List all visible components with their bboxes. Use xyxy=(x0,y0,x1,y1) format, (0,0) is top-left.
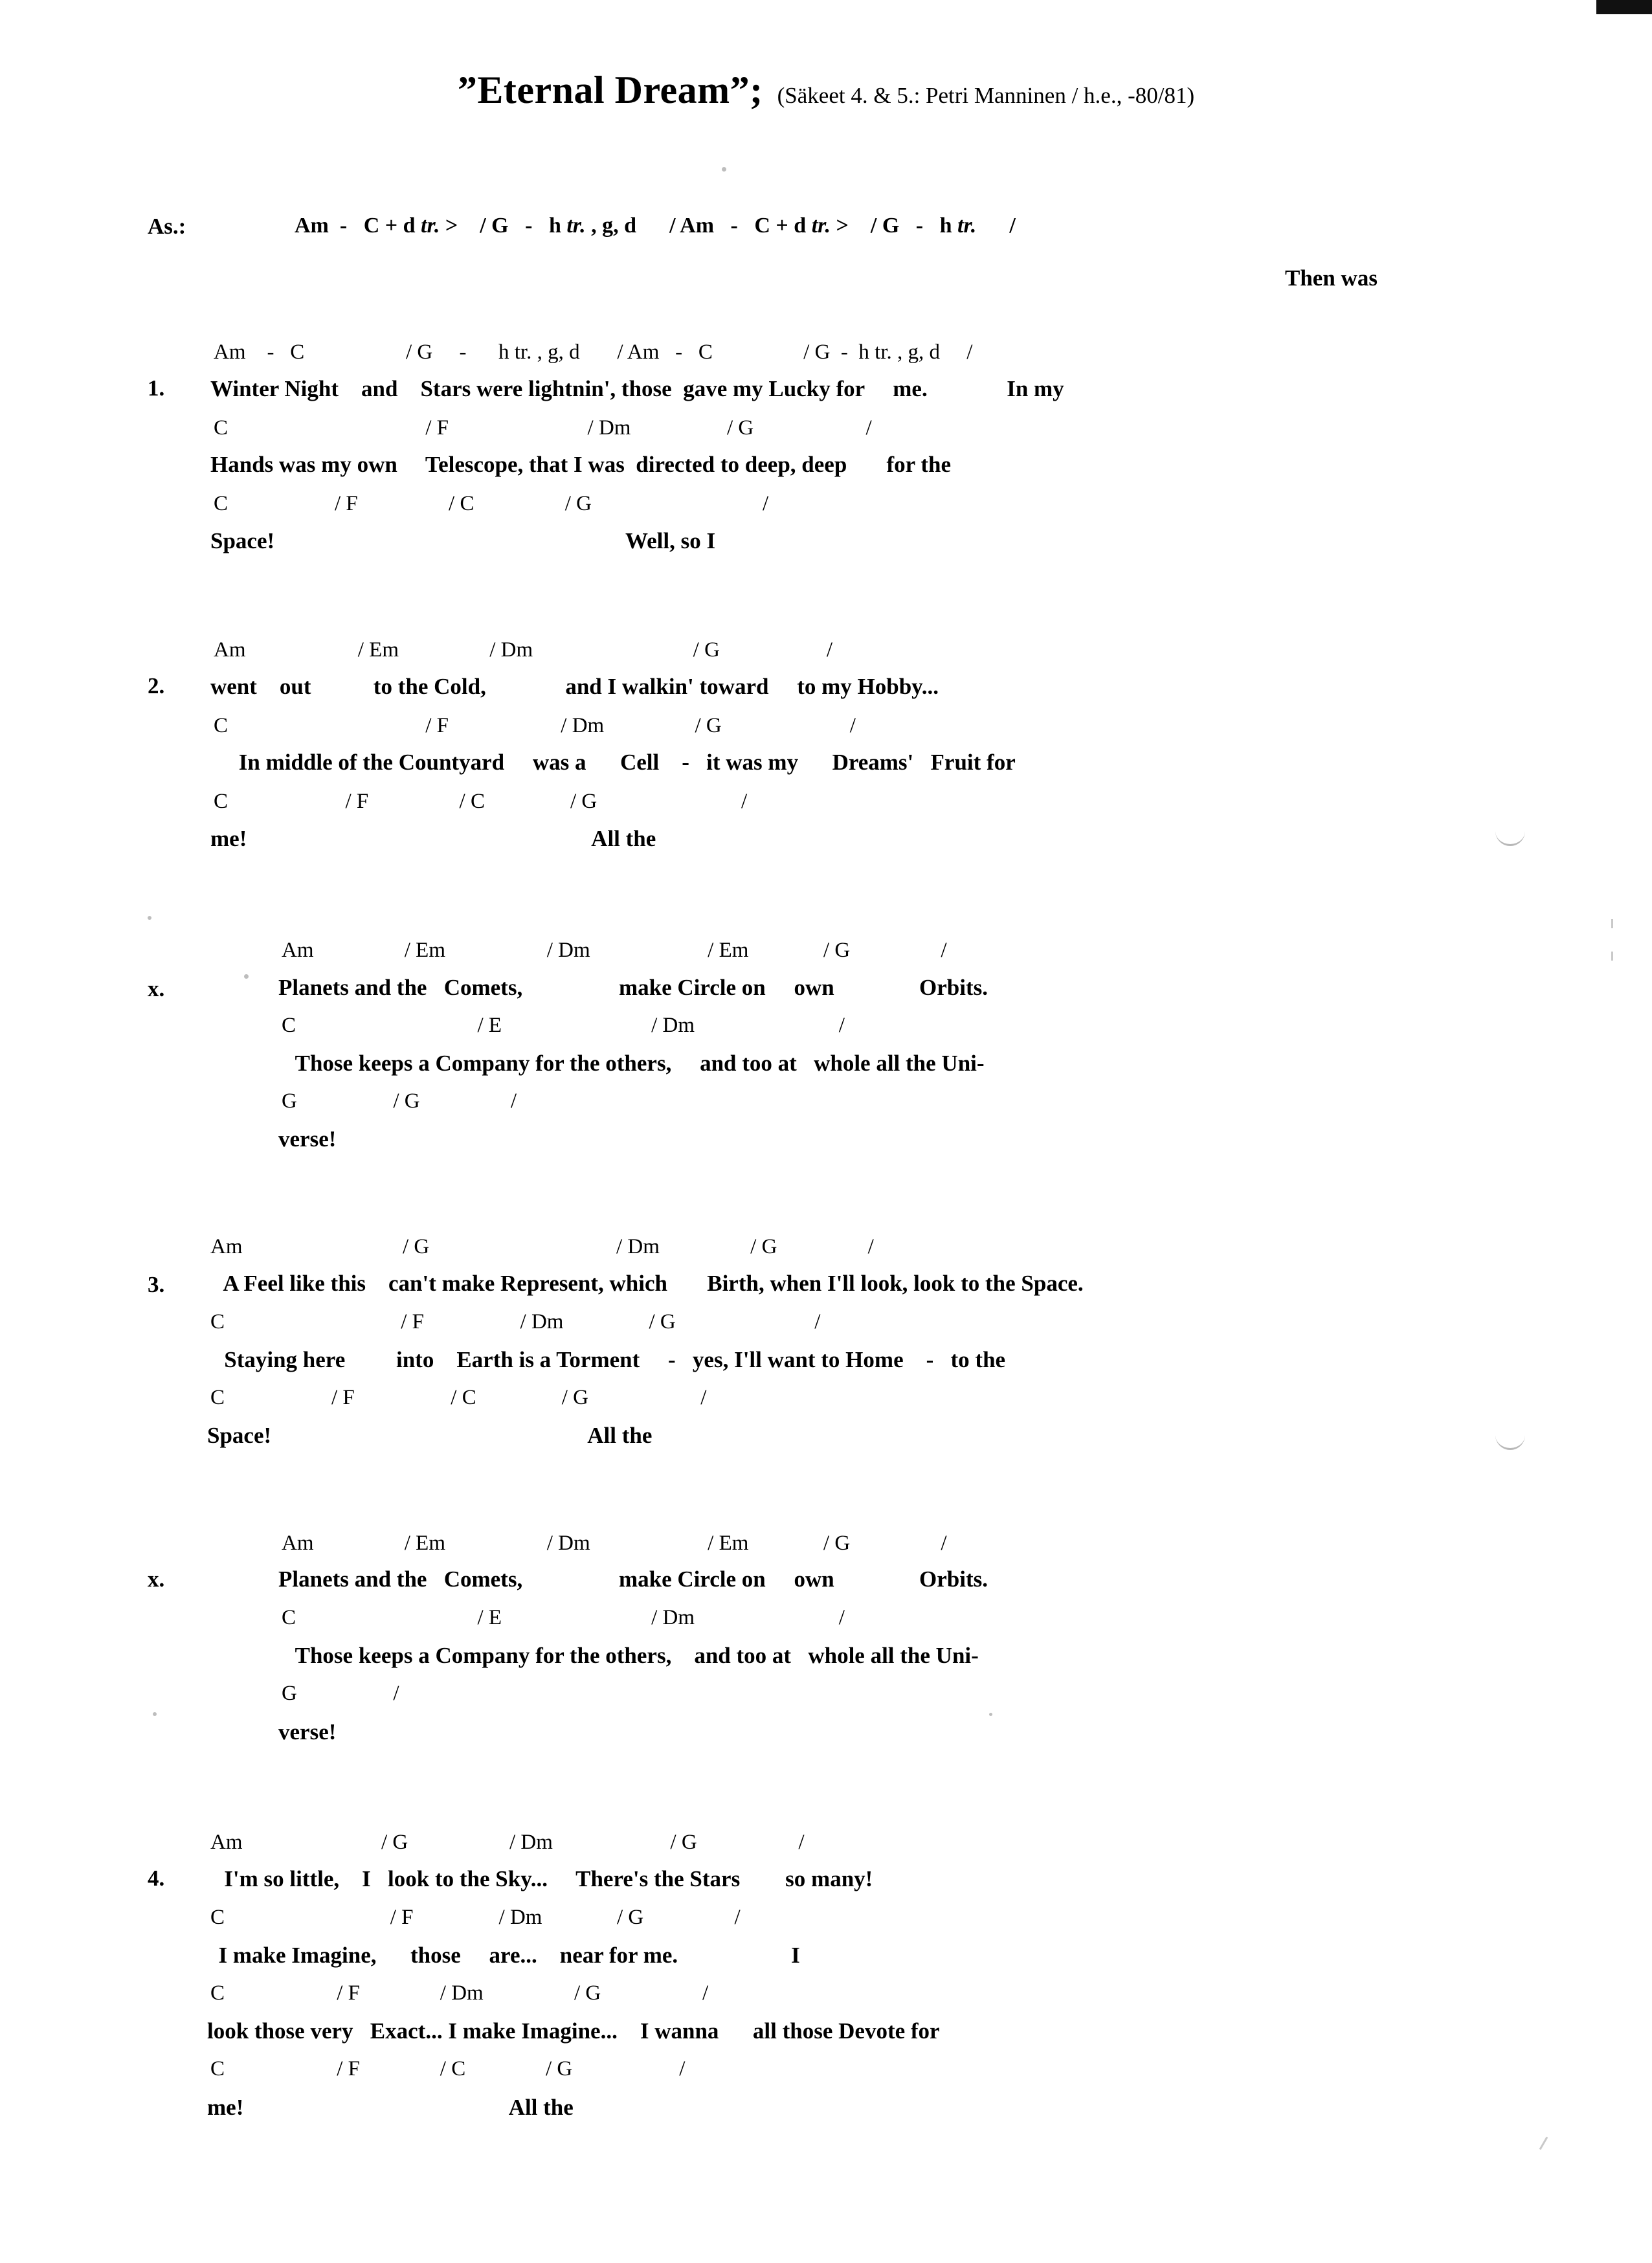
intro-chords: Am - C + d tr. > / G - h tr. , g, d / Am - C + d tr. > / G - h tr. / xyxy=(295,214,1016,238)
chord-line: Am / G / Dm / G / xyxy=(210,1235,874,1258)
lyric-line: Planets and the Comets, make Circle on own Orbits. xyxy=(278,975,988,1000)
intro-pickup: Then was xyxy=(1285,265,1378,291)
lyric-line: Hands was my own Telescope, that I was directed to deep, deep for the xyxy=(210,452,951,477)
lyric-line: Those keeps a Company for the others, and too at whole all the Uni- xyxy=(278,1643,979,1668)
lyric-line: I make Imagine, those are... near for me. I xyxy=(207,1943,800,1968)
scan-speck xyxy=(148,916,151,920)
scan-tick xyxy=(1611,919,1613,928)
scan-artifact-mark xyxy=(1596,0,1652,14)
lyric-line: In middle of the Countyard was a Cell - it was my Dreams' Fruit for xyxy=(210,750,1016,775)
chord-line: C / F / Dm / G / xyxy=(210,1906,741,1929)
scan-tick xyxy=(1611,952,1613,961)
chord-line: C / F / Dm / G / xyxy=(210,1981,709,2005)
chord-line: C / F / Dm / G / xyxy=(210,1310,821,1333)
chord-line: C / F / C / G / xyxy=(210,1386,707,1409)
chord-line: C / F / C / G / xyxy=(214,492,769,515)
chord-line: C / F / C / G / xyxy=(210,2057,686,2080)
section-label-3: 3. xyxy=(148,1272,165,1297)
lyric-line: A Feel like this can't make Represent, which Birth, when I'll look, look to the Space. xyxy=(207,1271,1084,1296)
chord-line: Am / Em / Dm / Em / G / xyxy=(282,939,947,962)
scan-speck xyxy=(244,974,249,979)
lyric-line: look those very Exact... I make Imagine... I wanna all those Devote for xyxy=(207,2018,940,2044)
section-label-chorus-2: x. xyxy=(148,1566,165,1592)
chord-line: G / G / xyxy=(282,1089,517,1113)
lyric-line: Those keeps a Company for the others, and too at whole all the Uni- xyxy=(278,1051,985,1076)
page-title xyxy=(0,68,1652,113)
lyric-line: Staying here into Earth is a Torment - yes, I'll want to Home - to the xyxy=(207,1347,1006,1372)
song-title: ”Eternal Dream”; xyxy=(457,69,763,111)
lyric-line: Space! Well, so I xyxy=(210,528,716,553)
section-label-4: 4. xyxy=(148,1866,165,1891)
scan-speck xyxy=(722,167,726,172)
section-label-chorus-1: x. xyxy=(148,976,165,1001)
chord-line: C / F / C / G / xyxy=(214,790,748,813)
lyric-line: verse! xyxy=(278,1719,337,1745)
song-credit: (Säkeet 4. & 5.: Petri Manninen / h.e., -80/81) xyxy=(777,83,1195,108)
lyric-line: me! All the xyxy=(207,2095,574,2120)
lyric-line: verse! xyxy=(278,1126,337,1152)
chord-line: C / F / Dm / G / xyxy=(214,416,872,440)
scan-speck xyxy=(153,1712,157,1716)
section-label-2: 2. xyxy=(148,673,165,698)
section-label-1: 1. xyxy=(148,375,165,401)
lyric-line: Winter Night and Stars were lightnin', those gave my Lucky for me. In my xyxy=(210,376,1064,401)
scan-speck xyxy=(989,1713,992,1716)
scan-arc xyxy=(1495,830,1525,846)
lyric-line: I'm so little, I look to the Sky... There's the Stars so many! xyxy=(207,1866,873,1891)
chord-line: C / F / Dm / G / xyxy=(214,714,856,737)
lyric-line: me! All the xyxy=(210,826,656,851)
chord-line: G / xyxy=(282,1682,399,1705)
chord-line: C / E / Dm / xyxy=(282,1606,845,1629)
scan-tick xyxy=(1539,2137,1548,2150)
chord-line: Am / Em / Dm / G / xyxy=(214,638,833,662)
chord-line: Am / Em / Dm / Em / G / xyxy=(282,1532,947,1555)
chord-line: Am - C / G - h tr. , g, d / Am - C / G - h tr. , g, d / xyxy=(214,340,973,364)
chord-line: C / E / Dm / xyxy=(282,1014,845,1037)
intro-label: As.: xyxy=(148,214,186,239)
lyric-line: Planets and the Comets, make Circle on own Orbits. xyxy=(278,1566,988,1592)
lyric-line: went out to the Cold, and I walkin' toward to my Hobby... xyxy=(210,674,939,699)
chord-line: Am / G / Dm / G / xyxy=(210,1831,805,1854)
lyric-line: Space! All the xyxy=(207,1423,653,1448)
scan-arc xyxy=(1495,1434,1525,1450)
